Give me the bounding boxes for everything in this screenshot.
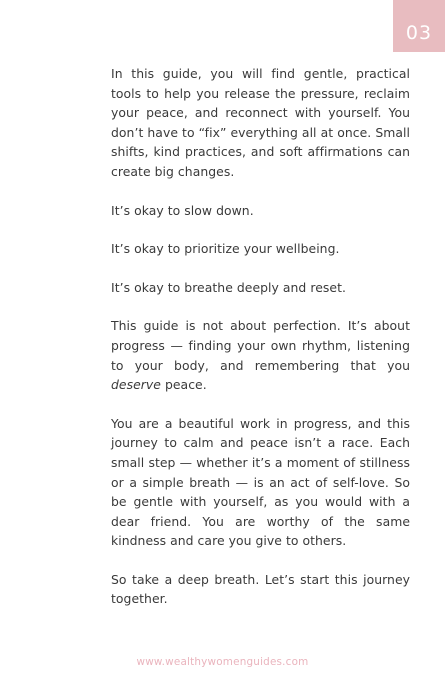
footer-website-link[interactable]: www.wealthywomenguides.com bbox=[136, 656, 309, 668]
progress-paragraph bbox=[111, 316, 410, 394]
emphasis-deserve: deserve bbox=[111, 377, 161, 393]
body-text bbox=[111, 64, 410, 628]
page-number-badge: 03 bbox=[393, 0, 445, 52]
progress-text-start: This guide is not about perfection. It’s about progress — finding your own rhythm, listening to your body, and remembering that you bbox=[111, 318, 410, 373]
progress-text-end: peace. bbox=[160, 377, 207, 393]
intro-paragraph: In this guide, you will find gentle, practical tools to help you release the pressure, reclaim your peace, and reconnect with yourself. You don’t have to “fix” everything all at once. Small shifts, kind practices, and soft affirmations can create big changes. bbox=[111, 66, 410, 179]
affirmation-breathe: It’s okay to breathe deeply and reset. bbox=[111, 279, 346, 295]
affirmation-slow-down: It’s okay to slow down. bbox=[111, 202, 254, 218]
affirmation-wellbeing: It’s okay to prioritize your wellbeing. bbox=[111, 241, 340, 257]
work-in-progress-paragraph: You are a beautiful work in progress, and this journey to calm and peace isn’t a race. Each small step — whether it’s a moment of stillness or a simple breath — is an act of self-love. So be gentle with yourself, as you would with a dear friend. You are worthy of the same kindness and care you give to others. bbox=[111, 415, 410, 549]
closing-paragraph: So take a deep breath. Let’s start this journey together. bbox=[111, 571, 410, 607]
